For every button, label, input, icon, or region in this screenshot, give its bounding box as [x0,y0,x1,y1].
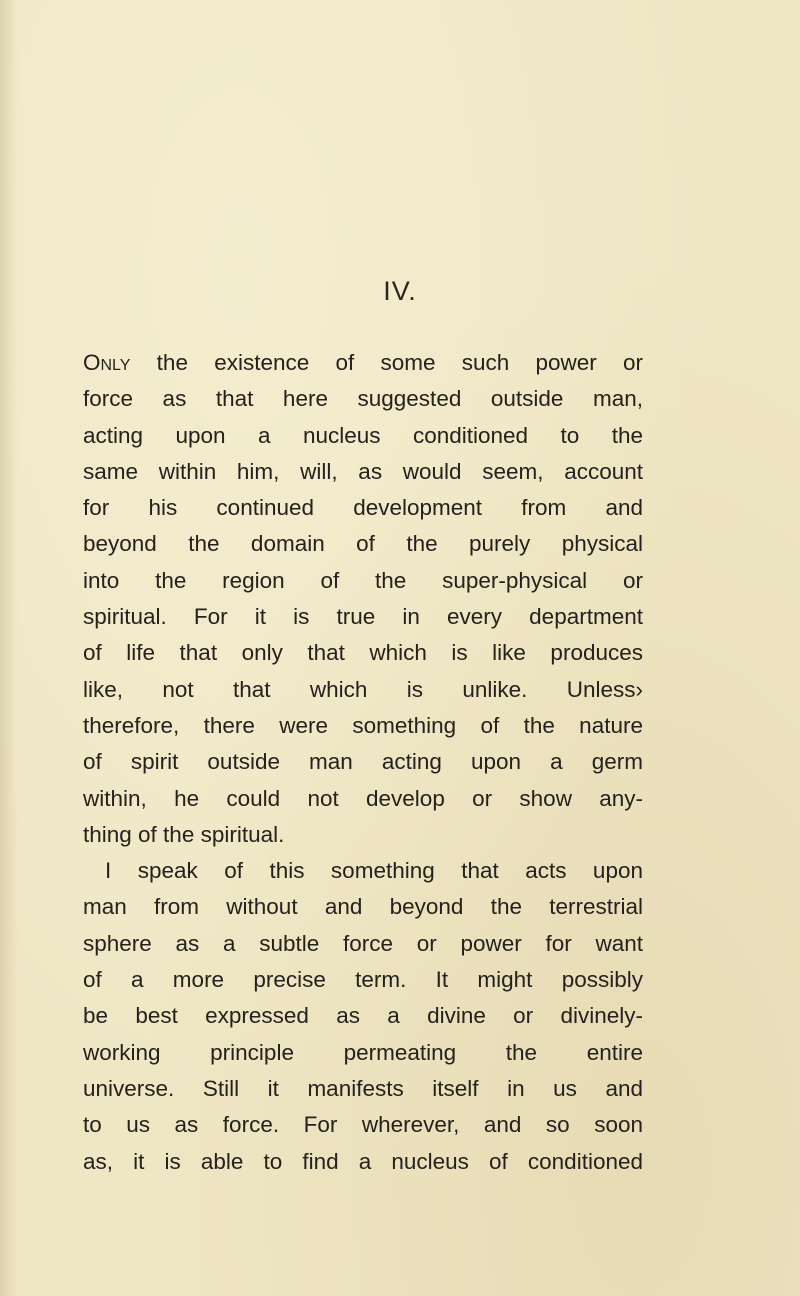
text-line: within, he could not develop or show any- [83,785,643,811]
text-line: be best expressed as a divine or divinely- [83,1003,643,1029]
text-line: of spirit outside man acting upon a germ [83,749,643,775]
text-line: thing of the spiritual. [83,821,285,847]
text-line: like, not that which is unlike. Unless› [83,676,643,702]
lead-word: Only [83,350,131,375]
text-line: into the region of the super-physical or [83,567,643,593]
text-line: I speak of this something that acts upon [105,858,643,884]
chapter-heading: IV. [383,276,417,306]
body-text [83,345,643,1180]
text-line: sphere as a subtle force or power for want [83,930,643,956]
text-line [83,345,643,381]
text-line-content: the existence of some such power or [130,350,643,375]
text-line: beyond the domain of the purely physical [83,531,643,557]
text-line: acting upon a nucleus conditioned to the [83,422,643,448]
text-line: of life that only that which is like produces [83,640,643,666]
text-line: therefore, there were something of the nature [83,712,643,738]
text-line: as, it is able to find a nucleus of conditioned [83,1148,643,1174]
text-line: working principle permeating the entire [83,1039,643,1065]
text-line: of a more precise term. It might possibly [83,967,643,993]
text-line: universe. Still it manifests itself in us and [83,1075,643,1101]
text-line: force as that here suggested outside man, [83,386,643,412]
text-line: spiritual. For it is true in every department [83,604,643,630]
text-line: to us as force. For wherever, and so soon [83,1112,643,1138]
page-gutter-shadow [0,0,18,1296]
text-line: man from without and beyond the terrestrial [83,894,643,920]
text-line: for his continued development from and [83,495,643,521]
text-line: same within him, will, as would seem, account [83,458,643,484]
